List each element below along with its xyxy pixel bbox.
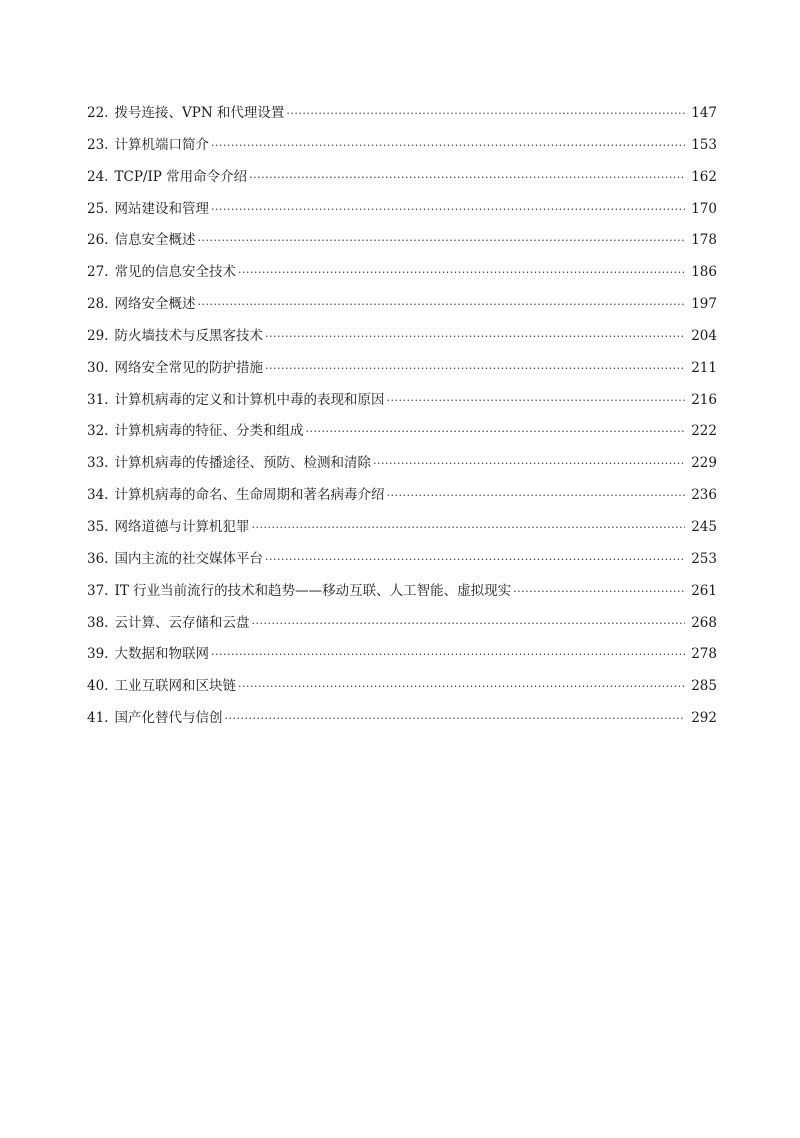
toc-entry-page: 236 — [691, 487, 717, 504]
toc-entry-number: 39. — [87, 646, 109, 663]
toc-entry[interactable] — [87, 289, 717, 321]
dot-leader — [265, 353, 685, 385]
dot-leader — [197, 225, 685, 257]
toc-entry-number: 36. — [87, 550, 109, 567]
toc-entry[interactable] — [87, 257, 717, 289]
toc-entry-number: 32. — [87, 423, 109, 440]
toc-entry-title: 拨号连接、VPN 和代理设置 — [114, 105, 285, 121]
table-of-contents — [87, 98, 717, 735]
toc-entry[interactable] — [87, 544, 717, 576]
toc-entry-page: 216 — [691, 391, 717, 408]
toc-entry-page: 153 — [691, 136, 717, 153]
dot-leader — [238, 257, 685, 289]
toc-entry[interactable] — [87, 98, 717, 130]
toc-entry-number: 25. — [87, 200, 109, 217]
toc-entry-page: 222 — [691, 423, 717, 440]
toc-entry-title: 计算机病毒的特征、分类和组成 — [114, 423, 304, 440]
toc-entry-page: 204 — [691, 327, 717, 344]
toc-entry-title: TCP/IP 常用命令介绍 — [114, 168, 248, 185]
dot-leader — [224, 703, 685, 735]
toc-entry-number: 37. — [87, 582, 109, 599]
toc-entry-title: 网络安全常见的防护措施 — [114, 359, 263, 376]
toc-entry-number: 38. — [87, 614, 109, 631]
dot-leader — [386, 480, 685, 512]
toc-entry-page: 178 — [691, 232, 717, 249]
dot-leader — [513, 576, 685, 608]
toc-entry-title: 计算机端口简介 — [114, 136, 209, 153]
dot-leader — [286, 98, 685, 130]
toc-entry-title: 计算机病毒的命名、生命周期和著名病毒介绍 — [114, 487, 385, 504]
toc-entry[interactable] — [87, 162, 717, 194]
toc-entry-title: 防火墙技术与反黑客技术 — [114, 327, 263, 344]
toc-entry-title: 常见的信息安全技术 — [114, 264, 236, 281]
toc-entry-number: 22. — [87, 105, 109, 121]
toc-entry-number: 40. — [87, 678, 109, 695]
toc-entry-number: 31. — [87, 391, 109, 408]
toc-entry[interactable] — [87, 480, 717, 512]
toc-entry[interactable] — [87, 321, 717, 353]
toc-entry-page: 147 — [691, 105, 717, 121]
toc-entry-number: 41. — [87, 710, 109, 727]
toc-entry-title: 信息安全概述 — [114, 232, 196, 249]
toc-entry[interactable] — [87, 225, 717, 257]
toc-entry[interactable] — [87, 608, 717, 640]
toc-entry-number: 23. — [87, 136, 109, 153]
toc-entry-number: 33. — [87, 455, 109, 472]
toc-entry-page: 245 — [691, 518, 717, 535]
toc-entry-title: IT 行业当前流行的技术和趋势——移动互联、人工智能、虚拟现实 — [114, 582, 512, 599]
toc-entry-number: 27. — [87, 264, 109, 281]
toc-entry-title: 网络道德与计算机犯罪 — [114, 518, 250, 535]
toc-entry-page: 285 — [691, 678, 717, 695]
toc-entry-title: 工业互联网和区块链 — [114, 678, 236, 695]
toc-entry[interactable] — [87, 416, 717, 448]
toc-entry-title: 大数据和物联网 — [114, 646, 209, 663]
toc-entry-number: 24. — [87, 168, 109, 185]
dot-leader — [238, 671, 685, 703]
dot-leader — [265, 544, 685, 576]
toc-entry-title: 网站建设和管理 — [114, 200, 209, 217]
toc-entry[interactable] — [87, 703, 717, 735]
toc-entry[interactable] — [87, 353, 717, 385]
toc-entry-number: 26. — [87, 232, 109, 249]
toc-entry-page: 162 — [691, 168, 717, 185]
dot-leader — [305, 416, 685, 448]
toc-entry-page: 261 — [691, 582, 717, 599]
toc-entry-title: 网络安全概述 — [114, 296, 196, 313]
toc-entry-number: 35. — [87, 518, 109, 535]
dot-leader — [251, 512, 685, 544]
toc-entry[interactable] — [87, 639, 717, 671]
toc-entry-title: 计算机病毒的传播途径、预防、检测和清除 — [114, 455, 371, 472]
dot-leader — [249, 162, 685, 194]
toc-entry[interactable] — [87, 512, 717, 544]
toc-entry[interactable] — [87, 671, 717, 703]
dot-leader — [386, 385, 685, 417]
toc-entry[interactable] — [87, 385, 717, 417]
toc-entry[interactable] — [87, 576, 717, 608]
toc-entry-page: 268 — [691, 614, 717, 631]
toc-entry-page: 186 — [691, 264, 717, 281]
toc-entry[interactable] — [87, 130, 717, 162]
toc-entry[interactable] — [87, 448, 717, 480]
dot-leader — [211, 130, 685, 162]
toc-entry-page: 197 — [691, 296, 717, 313]
toc-entry-title: 计算机病毒的定义和计算机中毒的表现和原因 — [114, 391, 385, 408]
dot-leader — [197, 289, 685, 321]
toc-entry-title: 云计算、云存储和云盘 — [114, 614, 250, 631]
toc-entry-page: 253 — [691, 550, 717, 567]
toc-entry[interactable] — [87, 194, 717, 226]
toc-entry-number: 29. — [87, 327, 109, 344]
dot-leader — [251, 608, 685, 640]
toc-entry-page: 229 — [691, 455, 717, 472]
dot-leader — [373, 448, 685, 480]
toc-entry-number: 28. — [87, 296, 109, 313]
toc-entry-page: 292 — [691, 710, 717, 727]
dot-leader — [211, 194, 685, 226]
toc-entry-page: 211 — [691, 359, 717, 376]
toc-entry-page: 170 — [691, 200, 717, 217]
toc-entry-number: 34. — [87, 487, 109, 504]
toc-entry-page: 278 — [691, 646, 717, 663]
dot-leader — [265, 321, 685, 353]
toc-entry-number: 30. — [87, 359, 109, 376]
toc-entry-title: 国内主流的社交媒体平台 — [114, 550, 263, 567]
toc-entry-title: 国产化替代与信创 — [114, 710, 223, 727]
dot-leader — [211, 639, 685, 671]
